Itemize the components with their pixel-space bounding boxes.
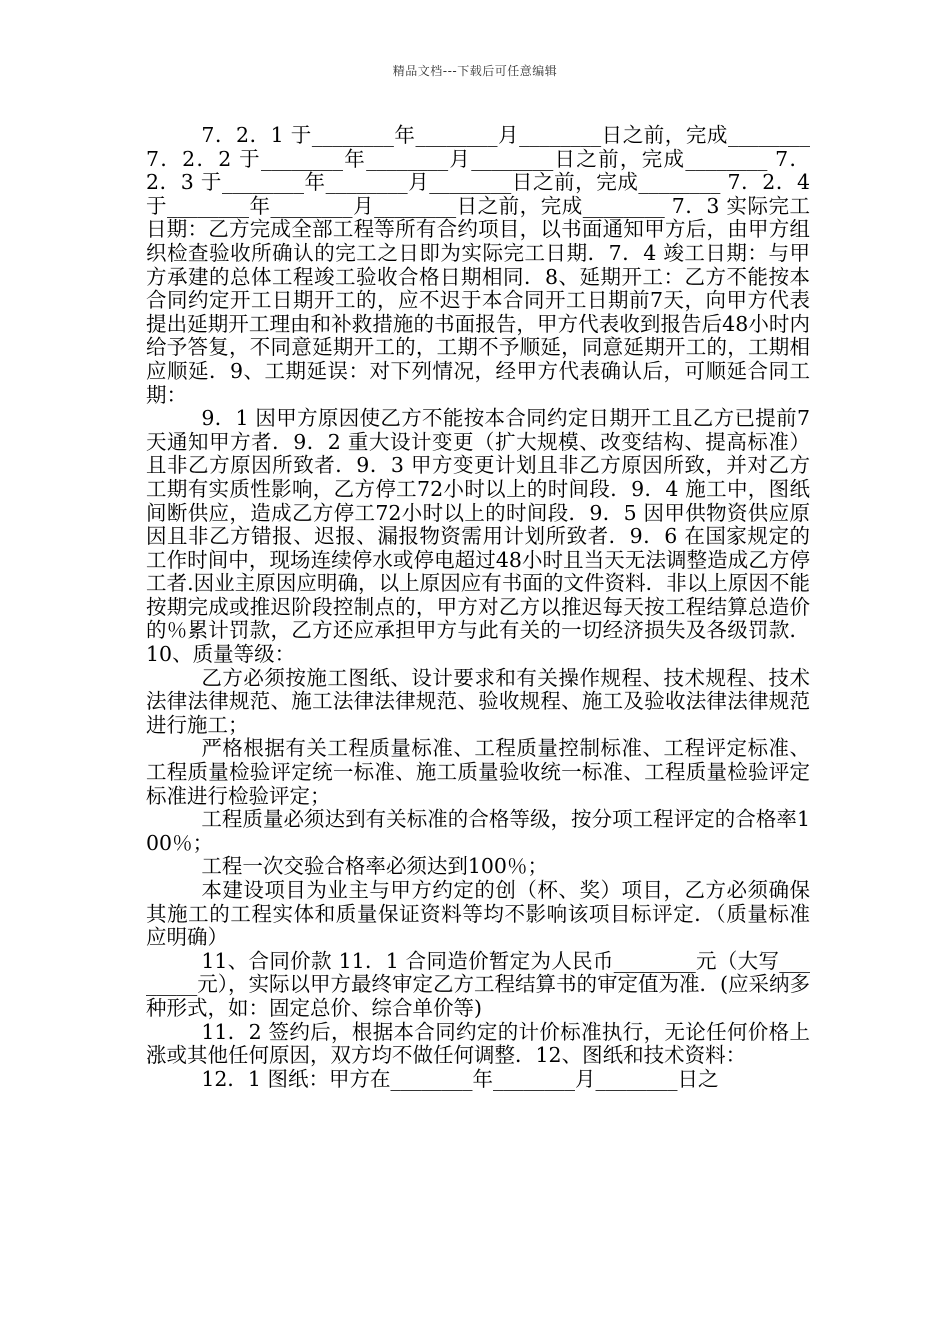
- paragraph-quality-evaluation: 严格根据有关工程质量标准、工程质量控制标准、工程评定标准、工程质量检验评定统一标准、施工质量验收统一标准、工程质量检验评定标准进行检验评定；: [146, 736, 810, 808]
- paragraph-award-project: 本建设项目为业主与甲方约定的创（杯、奖）项目，乙方必须确保其施工的工程实体和质量保证资料等均不影响该项目标评定．（质量标准应明确）: [146, 878, 810, 950]
- paragraph-schedule-and-delay: 7．2．1 于________年________月________日之前，完成________ 7．2．2 于________年________月________日之前，完成________ 7．2．3 于________年________月________日之前，完成________ 7．2．4 于________年________月________日之前，完成________ 7．3 实际完工日期：乙方完成全部工程等所有合约项目，以书面通知甲方后，由甲方组织检查验收所确认的完工之日即为实际完工日期．7．4 竣工日期：与甲方承建的总体工程竣工验收合格日期相同．8、延期开工：乙方不能按本合同约定开工日期开工的，应不迟于本合同开工日期前7天，向甲方代表提出延期开工理由和补救措施的书面报告，甲方代表收到报告后48小时内给予答复，不同意延期开工的，工期不予顺延，同意延期开工的，工期相应顺延．9、工期延误：对下列情况，经甲方代表确认后，可顺延合同工期：: [146, 123, 810, 407]
- page-header: 精品文档---下载后可任意编辑: [392, 64, 558, 78]
- paragraph-acceptance-rate: 工程一次交验合格率必须达到100％；: [201, 854, 548, 879]
- paragraph-price-adjustment: 11．2 签约后，根据本合同约定的计价标准执行，无论任何价格上涨或其他任何原因，双方均不做任何调整．12、图纸和技术资料：: [146, 1019, 810, 1068]
- paragraph-quality-grade: 工程质量必须达到有关标准的合格等级，按分项工程评定的合格率100％；: [146, 807, 810, 855]
- document-body: [146, 124, 810, 1091]
- paragraph-extension-conditions: 9．1 因甲方原因使乙方不能按本合同约定日期开工且乙方已提前7天通知甲方者．9．2 重大设计变更（扩大规模、改变结构、提高标准）且非乙方原因所致者．9．3 甲方变更计划且非乙方原因所致，并对乙方工期有实质性影响，乙方停工72小时以上的时间段．9．4 施工中，图纸间断供应，造成乙方停工72小时以上的时间段．9．5 因甲供物资供应原因且非乙方错报、迟报、漏报物资需用计划所致者．9．6 在国家规定的工作时间中，现场连续停水或停电超过48小时且当天无法调整造成乙方停工者.因业主原因应明确，以上原因应有书面的文件资料．非以上原因不能按期完成或推迟阶段控制点的，甲方对乙方以推迟每天按工程结算总造价的％累计罚款，乙方还应承担甲方与此有关的一切经济损失及各级罚款．10、质量等级：: [146, 406, 810, 667]
- paragraph-contract-price: 11、合同价款 11．1 合同造价暂定为人民币________元（大写________元），实际以甲方最终审定乙方工程结算书的审定值为准．(应采纳多种形式，如：固定总价、综合单价等): [146, 948, 810, 1020]
- paragraph-construction-standards: 乙方必须按施工图纸、设计要求和有关操作规程、技术规程、技术法律法律规范、施工法律法律规范、验收规程、施工及验收法律法律规范进行施工；: [146, 665, 810, 737]
- paragraph-drawings: 12．1 图纸：甲方在________年________月________日之: [201, 1066, 719, 1091]
